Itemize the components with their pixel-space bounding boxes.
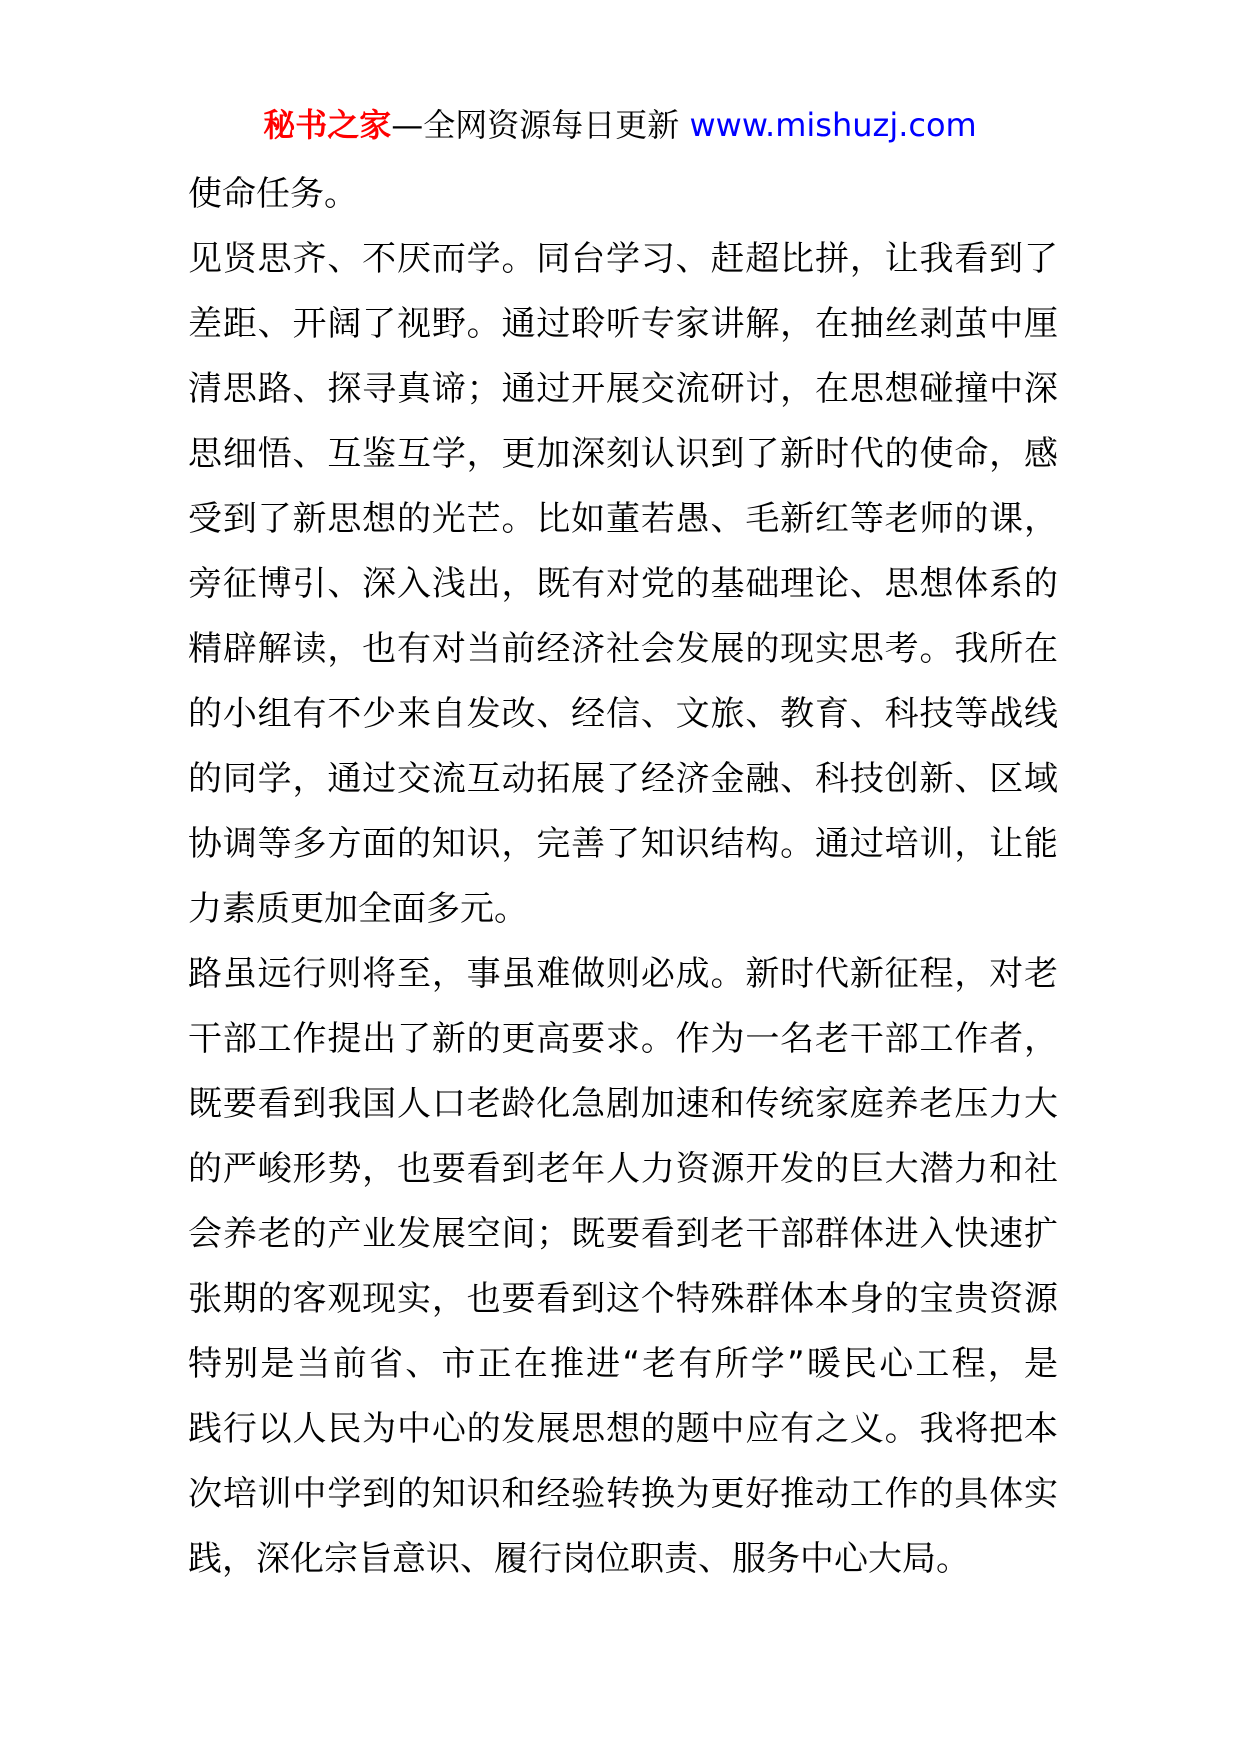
body-text-line: 既要看到我国人口老龄化急剧加速和传统家庭养老压力大	[188, 1084, 1058, 1124]
body-text-line: 协调等多方面的知识，完善了知识结构。通过培训，让能	[188, 824, 1058, 864]
body-text-line: 张期的客观现实，也要看到这个特殊群体本身的宝贵资源	[188, 1279, 1058, 1319]
site-slogan: —全网资源每日更新	[391, 106, 690, 144]
body-text-line: 的同学，通过交流互动拓展了经济金融、科技创新、区域	[188, 759, 1058, 799]
body-text-line: 特别是当前省、市正在推进“老有所学”暖民心工程，是	[188, 1344, 1058, 1384]
body-text-line: 践，深化宗旨意识、履行岗位职责、服务中心大局。	[188, 1539, 970, 1579]
site-header	[0, 103, 1240, 147]
body-text-line: 次培训中学到的知识和经验转换为更好推动工作的具体实	[188, 1474, 1058, 1514]
body-text-line: 会养老的产业发展空间；既要看到老干部群体进入快速扩	[188, 1214, 1058, 1254]
body-text-line: 差距、开阔了视野。通过聆听专家讲解，在抽丝剥茧中厘	[188, 304, 1058, 344]
body-text-line: 旁征博引、深入浅出，既有对党的基础理论、思想体系的	[188, 564, 1058, 604]
body-text-line: 力素质更加全面多元。	[188, 889, 528, 929]
body-text-line: 清思路、探寻真谛；通过开展交流研讨，在思想碰撞中深	[188, 369, 1058, 409]
site-brand: 秘书之家	[263, 106, 392, 144]
document-body	[188, 162, 1058, 1592]
site-url-link[interactable]: www.mishuzj.com	[689, 106, 977, 144]
body-text-line: 践行以人民为中心的发展思想的题中应有之义。我将把本	[188, 1409, 1058, 1449]
body-text-line: 的小组有不少来自发改、经信、文旅、教育、科技等战线	[188, 694, 1058, 734]
body-text-line: 见贤思齐、不厌而学。同台学习、赶超比拼，让我看到了	[188, 239, 1058, 279]
body-text-line: 受到了新思想的光芒。比如董若愚、毛新红等老师的课，	[188, 499, 1058, 539]
body-text-line: 思细悟、互鉴互学，更加深刻认识到了新时代的使命，感	[188, 434, 1058, 474]
body-text-line: 路虽远行则将至，事虽难做则必成。新时代新征程，对老	[188, 954, 1058, 994]
body-text-line: 使命任务。	[188, 174, 358, 214]
body-text-line: 干部工作提出了新的更高要求。作为一名老干部工作者，	[188, 1019, 1058, 1059]
body-text-line: 精辟解读，也有对当前经济社会发展的现实思考。我所在	[188, 629, 1058, 669]
body-text-line: 的严峻形势，也要看到老年人力资源开发的巨大潜力和社	[188, 1149, 1058, 1189]
